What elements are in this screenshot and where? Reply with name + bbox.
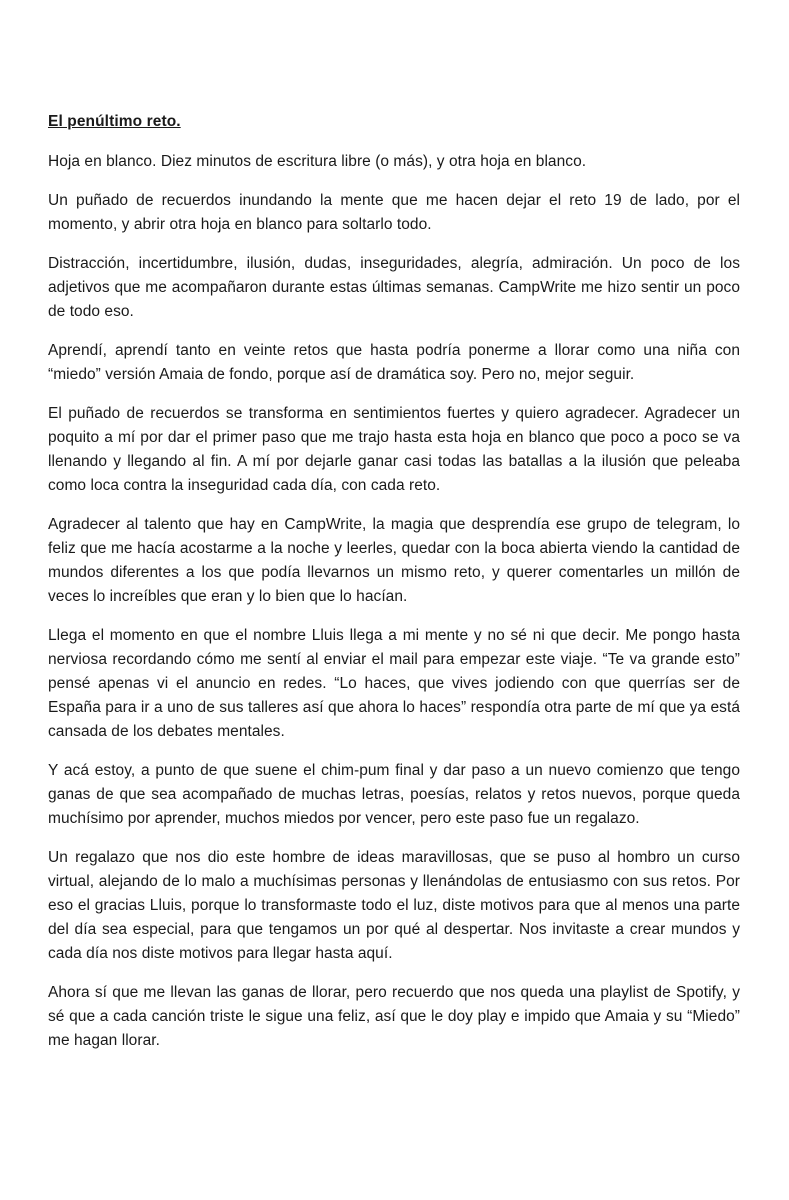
- paragraph: Un regalazo que nos dio este hombre de ideas maravillosas, que se puso al hombro un curso virtual, alejando de lo malo a muchísimas personas y llenándolas de entusiasmo con sus retos. Por eso el gracias Lluis, porque lo transformaste todo el luz, diste motivos para que al menos una parte del día sea especial, para que tengamos un por qué al despertar. Nos invitaste a crear mundos y cada día nos diste motivos para llegar hasta aquí.: [48, 849, 740, 962]
- document-page: [48, 110, 740, 1068]
- paragraph: Ahora sí que me llevan las ganas de llorar, pero recuerdo que nos queda una playlist de Spotify, y sé que a cada canción triste le sigue una feliz, así que le doy play e impido que Amaia y su “Miedo” me hagan llorar.: [48, 984, 740, 1049]
- paragraph: Hoja en blanco. Diez minutos de escritura libre (o más), y otra hoja en blanco.: [48, 153, 587, 170]
- paragraph: El puñado de recuerdos se transforma en sentimientos fuertes y quiero agradecer. Agradecer un poquito a mí por dar el primer paso que me trajo hasta esta hoja en blanco que poco a poco se va llenando y llegando al fin. A mí por dejarle ganar casi todas las batallas a la ilusión que peleaba como loca contra la inseguridad cada día, con cada reto.: [48, 405, 740, 494]
- document-title: El penúltimo reto.: [48, 113, 181, 130]
- paragraph: Distracción, incertidumbre, ilusión, dudas, inseguridades, alegría, admiración. Un poco de los adjetivos que me acompañaron durante estas últimas semanas. CampWrite me hizo sentir un poco de todo eso.: [48, 255, 740, 320]
- paragraph: Agradecer al talento que hay en CampWrite, la magia que desprendía ese grupo de telegram, lo feliz que me hacía acostarme a la noche y leerles, quedar con la boca abierta viendo la cantidad de mundos diferentes a los que podía llevarnos un mismo reto, y querer comentarles un millón de veces lo increíbles que eran y lo bien que lo hacían.: [48, 516, 740, 605]
- paragraph: Aprendí, aprendí tanto en veinte retos que hasta podría ponerme a llorar como una niña con “miedo” versión Amaia de fondo, porque así de dramática soy. Pero no, mejor seguir.: [48, 342, 740, 383]
- paragraph: Llega el momento en que el nombre Lluis llega a mi mente y no sé ni que decir. Me pongo hasta nerviosa recordando cómo me sentí al enviar el mail para empezar este viaje. “Te va grande esto” pensé apenas vi el anuncio en redes. “Lo haces, que vives jodiendo con que querrías ser de España para ir a uno de sus talleres así que ahora lo haces” respondía otra parte de mí que ya está cansada de los debates mentales.: [48, 627, 740, 740]
- paragraph: Y acá estoy, a punto de que suene el chim-pum final y dar paso a un nuevo comienzo que tengo ganas de que sea acompañado de muchas letras, poesías, relatos y retos nuevos, porque queda muchísimo por aprender, muchos miedos por vencer, pero este paso fue un regalazo.: [48, 762, 740, 827]
- paragraph: Un puñado de recuerdos inundando la mente que me hacen dejar el reto 19 de lado, por el momento, y abrir otra hoja en blanco para soltarlo todo.: [48, 192, 740, 233]
